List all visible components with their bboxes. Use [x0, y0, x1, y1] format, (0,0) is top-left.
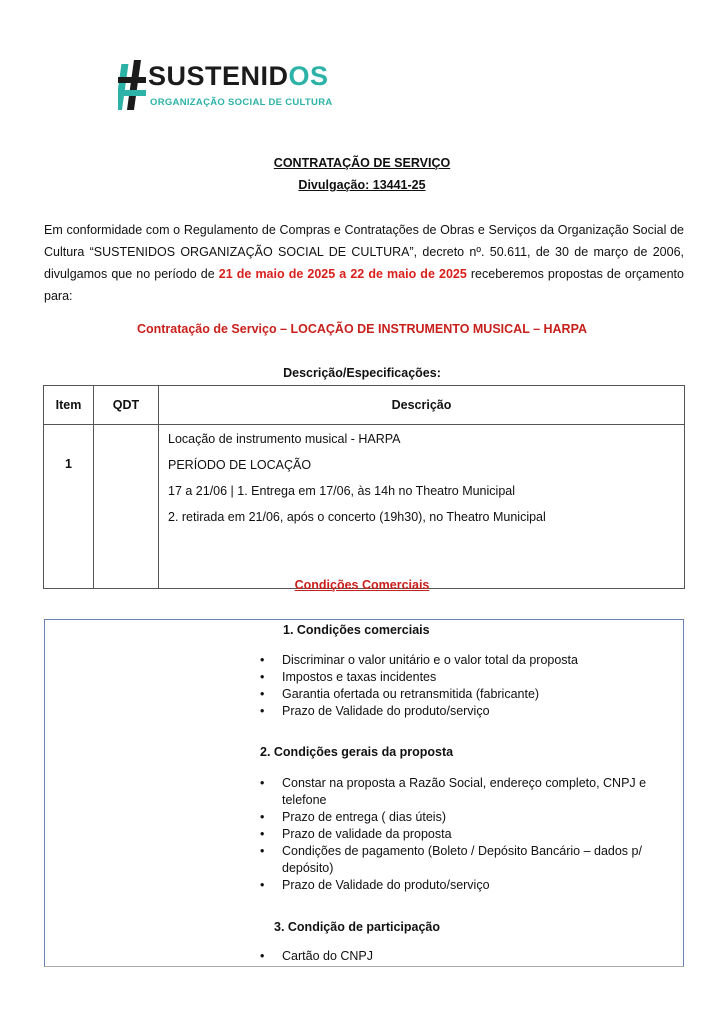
item-number: 1: [44, 425, 94, 589]
description-heading: Descrição/Especificações:: [283, 366, 441, 380]
header-qty: QDT: [94, 386, 159, 425]
commercial-conditions-list: [256, 652, 578, 720]
general-conditions-list: [256, 775, 676, 894]
item-description: [159, 425, 685, 589]
service-subtitle: Contratação de Serviço – LOCAÇÃO DE INSTRUMENTO MUSICAL – HARPA: [136, 322, 588, 336]
disclosure-number: Divulgação: 13441-25: [298, 178, 426, 192]
hash-symbol-icon: [118, 60, 146, 110]
list-item: • Garantia ofertada ou retransmitida (fabricante): [256, 686, 578, 703]
list-item: • Constar na proposta a Razão Social, endereço completo, CNPJ e telefone: [256, 775, 676, 809]
description-line: Locação de instrumento musical - HARPA: [168, 432, 401, 446]
list-item: • Prazo de Validade do produto/serviço: [256, 877, 676, 894]
section-participation-title: 3. Condição de participação: [274, 920, 441, 934]
list-item: • Discriminar o valor unitário e o valor total da proposta: [256, 652, 578, 669]
participation-conditions-list: [256, 948, 373, 965]
list-item: • Prazo de validade da proposta: [256, 826, 676, 843]
list-item: • Prazo de Validade do produto/serviço: [256, 703, 578, 720]
description-line: PERÍODO DE LOCAÇÃO: [168, 458, 312, 472]
section-general-title: 2. Condições gerais da proposta: [260, 745, 454, 759]
items-table: [43, 385, 685, 589]
header-description: Descrição: [159, 386, 685, 425]
list-item: • Condições de pagamento (Boleto / Depósito Bancário – dados p/ depósito): [256, 843, 676, 877]
description-line: 2. retirada em 21/06, após o concerto (19h30), no Theatro Municipal: [168, 510, 546, 524]
conditions-heading: Condições Comerciais: [294, 578, 430, 592]
proposal-period: 21 de maio de 2025 a 22 de maio de 2025: [218, 267, 467, 281]
document-title: CONTRATAÇÃO DE SERVIÇO: [273, 156, 451, 170]
list-item: • Prazo de entrega ( dias úteis): [256, 809, 676, 826]
header-item: Item: [44, 386, 94, 425]
description-line: 17 a 21/06 | 1. Entrega em 17/06, às 14h no Theatro Municipal: [168, 484, 515, 498]
intro-paragraph: Em conformidade com o Regulamento de Compras e Contratações de Obras e Serviços da Organização Social de Cultura “SUSTENIDOS ORGANIZAÇÃO SOCIAL DE CULTURA”, decreto nº. 50.611, de 30 de março de 2006, divulgamos que no período de 21 de maio de 2025 a 22 de maio de 2025 receberemos propostas de orçamento para:: [44, 223, 684, 303]
item-qty: [94, 425, 159, 589]
logo-tagline: ORGANIZAÇÃO SOCIAL DE CULTURA: [150, 97, 333, 108]
section-commercial-title: 1. Condições comerciais: [283, 623, 430, 637]
logo-wordmark: SUSTENIDOS: [148, 61, 329, 91]
table-row: [44, 425, 685, 589]
list-item: • Cartão do CNPJ: [256, 948, 373, 965]
table-header-row: [44, 386, 685, 425]
list-item: • Impostos e taxas incidentes: [256, 669, 578, 686]
